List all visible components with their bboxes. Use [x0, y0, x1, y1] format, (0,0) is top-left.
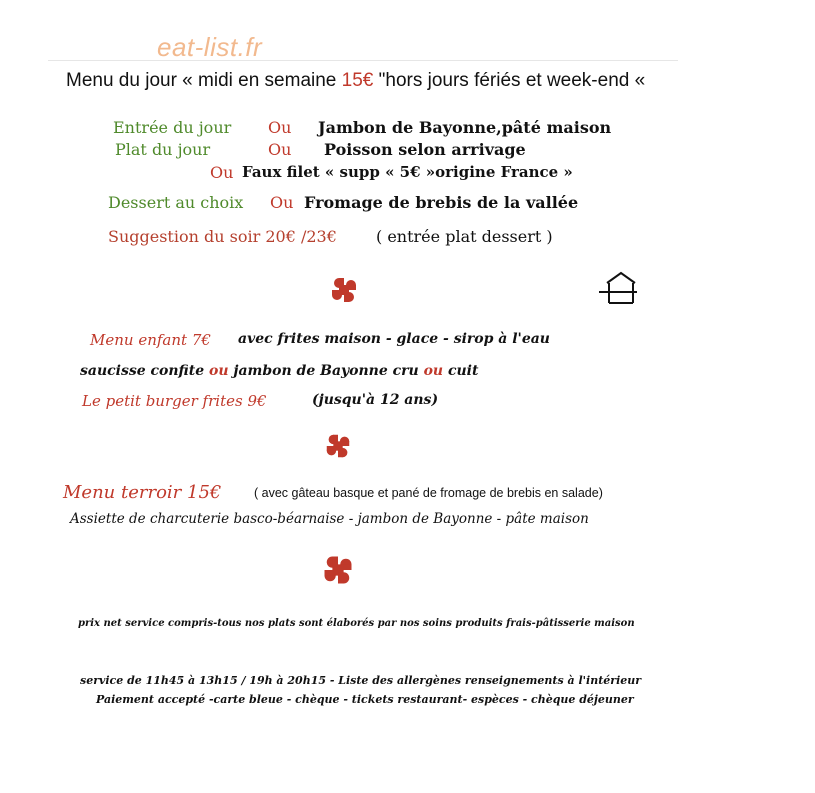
faux-filet: Faux filet « supp « 5€ »origine France »	[242, 163, 573, 181]
ou-separator: Ou	[268, 140, 292, 159]
title-text: Menu du jour « midi en semaine	[66, 70, 342, 91]
menu-terroir-desc: Assiette de charcuterie basco-béarnaise - jambon de Bayonne - pâte maison	[70, 511, 589, 527]
title-price: 15€	[341, 70, 374, 91]
lauburu-icon	[320, 552, 356, 588]
dessert-label: Dessert au choix	[108, 193, 244, 212]
title-rest: "hors jours fériés et week-end «	[373, 70, 646, 91]
ou-separator: Ou	[210, 163, 234, 182]
plat-value: Poisson selon arrivage	[324, 140, 526, 159]
suggestion-label: Suggestion du soir 20€ /23€	[108, 227, 337, 246]
menu-enfant-line2	[80, 363, 478, 379]
entree-value: Jambon de Bayonne,pâté maison	[318, 118, 612, 137]
dessert-value: Fromage de brebis de la vallée	[304, 193, 579, 212]
line2-part-a: saucisse confite	[80, 363, 209, 379]
plat-label: Plat du jour	[115, 140, 211, 159]
header-divider	[48, 60, 678, 61]
menu-enfant-desc: avec frites maison - glace - sirop à l'eau	[238, 331, 550, 347]
suggestion-value: ( entrée plat dessert )	[376, 227, 553, 246]
entree-label: Entrée du jour	[113, 118, 232, 137]
page-title	[66, 70, 645, 92]
watermark: eat-list.fr	[157, 32, 263, 62]
footer-service: service de 11h45 à 13h15 / 19h à 20h15 - Liste des allergènes renseignements à l'intérieur	[80, 674, 642, 687]
burger-note: (jusqu'à 12 ans)	[312, 392, 439, 408]
line2-part-c: cuit	[443, 363, 479, 379]
ou-separator: Ou	[268, 118, 292, 137]
ou-separator: Ou	[270, 193, 294, 212]
burger-label: Le petit burger frites 9€	[82, 392, 267, 410]
house-icon	[597, 270, 639, 306]
footer-prix: prix net service compris-tous nos plats sont élaborés par nos soins produits frais-pâtisserie maison	[78, 618, 635, 629]
lauburu-icon	[323, 431, 353, 461]
menu-enfant-label: Menu enfant 7€	[90, 331, 211, 349]
lauburu-icon	[328, 274, 360, 306]
ou-separator: ou	[209, 363, 229, 379]
line2-part-b: jambon de Bayonne cru	[228, 363, 424, 379]
menu-terroir-note: ( avec gâteau basque et pané de fromage de brebis en salade)	[254, 486, 603, 500]
footer-paiement: Paiement accepté -carte bleue - chèque - tickets restaurant- espèces - chèque déjeuner	[96, 693, 634, 706]
ou-separator: ou	[423, 363, 444, 379]
menu-terroir-label: Menu terroir 15€	[63, 482, 222, 503]
